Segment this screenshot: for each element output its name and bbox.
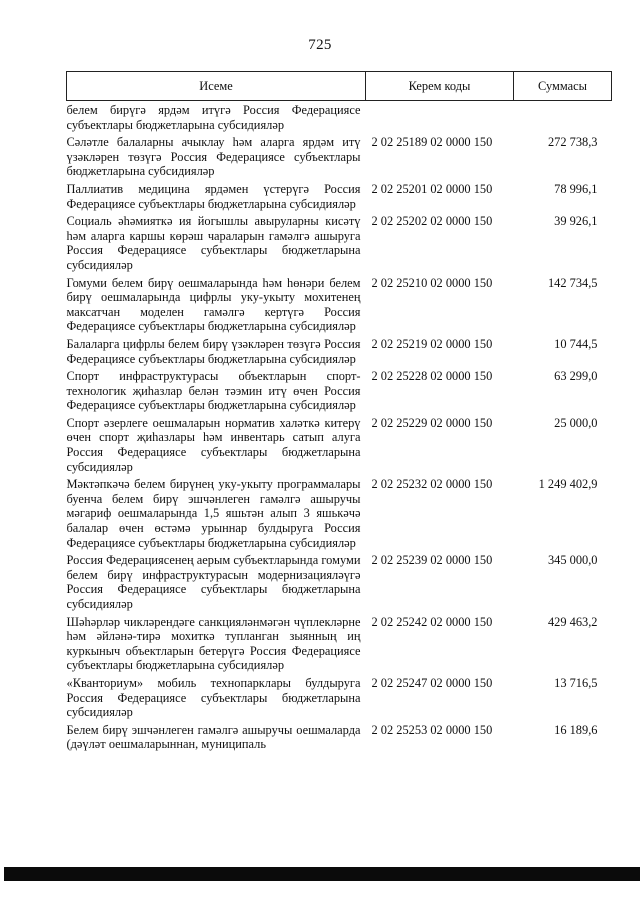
row-code: 2 02 25253 02 0000 150	[371, 722, 493, 737]
table-row	[67, 369, 612, 416]
row-code: 2 02 25202 02 0000 150	[371, 214, 493, 229]
row-code: 2 02 25229 02 0000 150	[371, 415, 493, 430]
table-row	[67, 416, 612, 477]
table-row	[67, 676, 612, 723]
row-amount: 1 249 402,9	[538, 477, 598, 492]
row-amount: 345 000,0	[547, 553, 598, 568]
continuation-text: белем бирүгә ярдәм итүгә Россия Федерациясе субъектлары бюджетларына субсидияләр	[66, 103, 361, 132]
table-row	[67, 337, 612, 369]
row-code: 2 02 25201 02 0000 150	[371, 181, 493, 196]
row-name: Паллиатив медицина ярдәмен үстерүгә Россия Федерациясе субъектлары бюджетларына субсидияләр	[66, 181, 361, 211]
table-row	[67, 182, 612, 214]
row-amount: 13 716,5	[554, 675, 598, 690]
row-amount: 272 738,3	[547, 135, 598, 150]
row-code: 2 02 25242 02 0000 150	[371, 614, 493, 629]
row-amount: 78 996,1	[554, 181, 598, 196]
row-name: Белем бирү эшчәнлеген гамәлгә ашыручы оешмаларда (дәүләт оешмаларыннан, муниципаль	[66, 722, 361, 752]
row-name: Сәләтле балаларны ачыклау һәм аларга ярдәм итү үзәкләрен төзүгә Россия Федерациясе субъектлары бюджетларына субсидияләр	[66, 135, 361, 179]
table-header-row	[67, 72, 612, 101]
table-row	[67, 276, 612, 337]
table-row	[67, 615, 612, 676]
row-amount: 25 000,0	[554, 415, 598, 430]
table-row	[67, 723, 612, 755]
row-code: 2 02 25239 02 0000 150	[371, 553, 493, 568]
header-name: Исеме	[67, 72, 366, 101]
row-name: Спорт инфраструктурасы объектларын спорт-технологик җиһазлар белән тәэмин итү өчен Россия Федерациясе субъектлары бюджетларына субсидияләр	[66, 369, 361, 413]
row-name: Россия Федерациясенең аерым субъектларында гомуми белем бирү инфраструктурасын модернизацияләүгә Россия Федерациясе субъектлары бюджетларына субсидияләр	[66, 553, 361, 611]
row-code: 2 02 25210 02 0000 150	[371, 275, 493, 290]
row-amount: 429 463,2	[547, 614, 598, 629]
row-name: Шәһәрләр чикләрендәге санкцияләнмәгән чүплекләрне һәм әйләнә-тирә мохиткә тупланган зыянның иң куркыныч объектларын бетерүгә Россия Федерациясе субъектлары бюджетларына субсидияләр	[66, 614, 361, 673]
page-number: 725	[308, 37, 332, 53]
scan-bottom-bar	[4, 867, 640, 881]
row-amount: 39 926,1	[554, 214, 598, 229]
budget-table	[66, 71, 611, 755]
row-code: 2 02 25189 02 0000 150	[371, 135, 493, 150]
table-row	[67, 553, 612, 614]
row-code: 2 02 25247 02 0000 150	[371, 675, 493, 690]
row-name: Спорт әзерлеге оешмаларын норматив халәткә китерү өчен спорт җиһазлары һәм инвентарь сатып алуга Россия Федерациясе субъектлары бюджетларына субсидияләр	[66, 415, 361, 474]
header-code: Керем коды	[366, 72, 514, 101]
row-amount: 16 189,6	[554, 722, 598, 737]
row-name: Гомуми белем бирү оешмаларында һәм һөнәри белем бирү оешмаларында цифрлы уку-укыту мохитенең максатчан моделен гамәлгә кертүгә Россия Федерациясе субъектлары бюджетларына субсидияләр	[66, 275, 361, 334]
table-row	[67, 135, 612, 182]
row-code: 2 02 25219 02 0000 150	[371, 336, 493, 351]
row-name: Мәктәпкәчә белем бирүнең уку-укыту программалары буенча белем бирү эшчәнлеген гамәлгә ашыручы мәгариф оешмаларында 1,5 яшьтән алып 3 яшькәчә балалар өчен өстәмә урыннар булдыруга Россия Федерациясе субъектлары бюджетларына субсидияләр	[66, 477, 361, 550]
table-row	[67, 477, 612, 553]
row-code: 2 02 25228 02 0000 150	[371, 369, 493, 384]
row-amount: 63 299,0	[554, 369, 598, 384]
row-amount: 10 744,5	[554, 336, 598, 351]
row-code: 2 02 25232 02 0000 150	[371, 477, 493, 492]
table-row	[67, 214, 612, 275]
row-amount: 142 734,5	[547, 275, 598, 290]
row-name: «Кванториум» мобиль технопарклары булдыруга Россия Федерациясе субъектлары бюджетларына субсидияләр	[66, 675, 361, 720]
table-row-continuation	[67, 101, 612, 136]
header-amount: Суммасы	[514, 72, 612, 101]
row-name: Балаларга цифрлы белем бирү үзәкләрен төзүгә Россия Федерациясе субъектлары бюджетларына субсидияләр	[66, 336, 361, 366]
row-name: Социаль әһәмияткә ия йогышлы авыруларны кисәтү һәм аларга каршы көрәш чараларын гамәлгә ашыруга Россия Федерациясе субъектлары бюджетларына субсидияләр	[66, 214, 361, 272]
